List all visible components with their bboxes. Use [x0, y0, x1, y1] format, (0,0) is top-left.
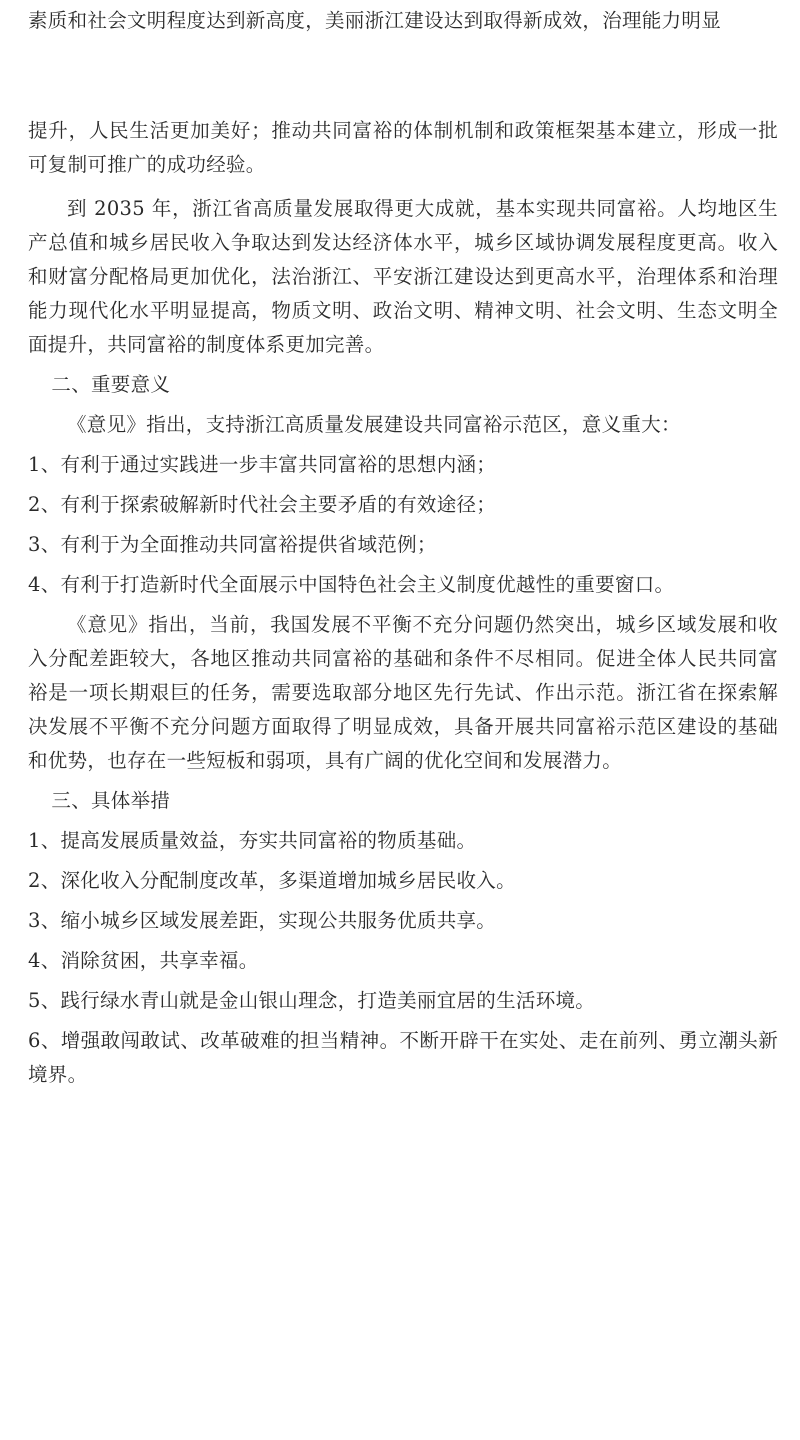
- section-2-item: 3、有利于为全面推动共同富裕提供省域范例；: [28, 533, 437, 556]
- paragraph-1: 提升，人民生活更加美好；推动共同富裕的体制机制和政策框架基本建立，形成一批可复制可推广的成功经验。: [28, 119, 778, 176]
- section-2-item: 1、有利于通过实践进一步丰富共同富裕的思想内涵；: [28, 453, 497, 476]
- document-body: [28, 114, 778, 1092]
- fragment-line: 素质和社会文明程度达到新高度，美丽浙江建设达到取得新成效，治理能力明显: [28, 9, 722, 32]
- section-3-item: 2、深化收入分配制度改革，多渠道增加城乡居民收入。: [28, 869, 516, 892]
- section-3-item: 5、践行绿水青山就是金山银山理念，打造美丽宜居的生活环境。: [28, 989, 596, 1012]
- section-2-heading: 二、重要意义: [51, 373, 171, 396]
- paragraph-2: 到 2035 年，浙江省高质量发展取得更大成就，基本实现共同富裕。人均地区生产总值和城乡居民收入争取达到发达经济体水平，城乡区域协调发展程度更高。收入和财富分配格局更加优化，法治浙江、平安浙江建设达到更高水平，治理体系和治理能力现代化水平明显提高，物质文明、政治文明、精神文明、社会文明、生态文明全面提升，共同富裕的制度体系更加完善。: [28, 197, 778, 356]
- section-3-item: 4、消除贫困，共享幸福。: [28, 949, 259, 972]
- fragment-block: [28, 4, 778, 38]
- section-2-item: 4、有利于打造新时代全面展示中国特色社会主义制度优越性的重要窗口。: [28, 573, 675, 596]
- section-2-item: 2、有利于探索破解新时代社会主要矛盾的有效途径；: [28, 493, 497, 516]
- section-2-paragraph: 《意见》指出，当前，我国发展不平衡不充分问题仍然突出，城乡区域发展和收入分配差距较大，各地区推动共同富裕的基础和条件不尽相同。促进全体人民共同富裕是一项长期艰巨的任务，需要选取部分地区先行先试、作出示范。浙江省在探索解决发展不平衡不充分问题方面取得了明显成效，具备开展共同富裕示范区建设的基础和优势，也存在一些短板和弱项，具有广阔的优化空间和发展潜力。: [28, 613, 778, 772]
- section-3-heading: 三、具体举措: [51, 789, 171, 812]
- section-2-intro: 《意见》指出，支持浙江高质量发展建设共同富裕示范区，意义重大：: [67, 413, 681, 436]
- section-3-item: 6、增强敢闯敢试、改革破难的担当精神。不断开辟干在实处、走在前列、勇立潮头新境界。: [28, 1029, 778, 1086]
- section-3-item: 1、提高发展质量效益，夯实共同富裕的物质基础。: [28, 829, 477, 852]
- section-3-item: 3、缩小城乡区域发展差距，实现公共服务优质共享。: [28, 909, 497, 932]
